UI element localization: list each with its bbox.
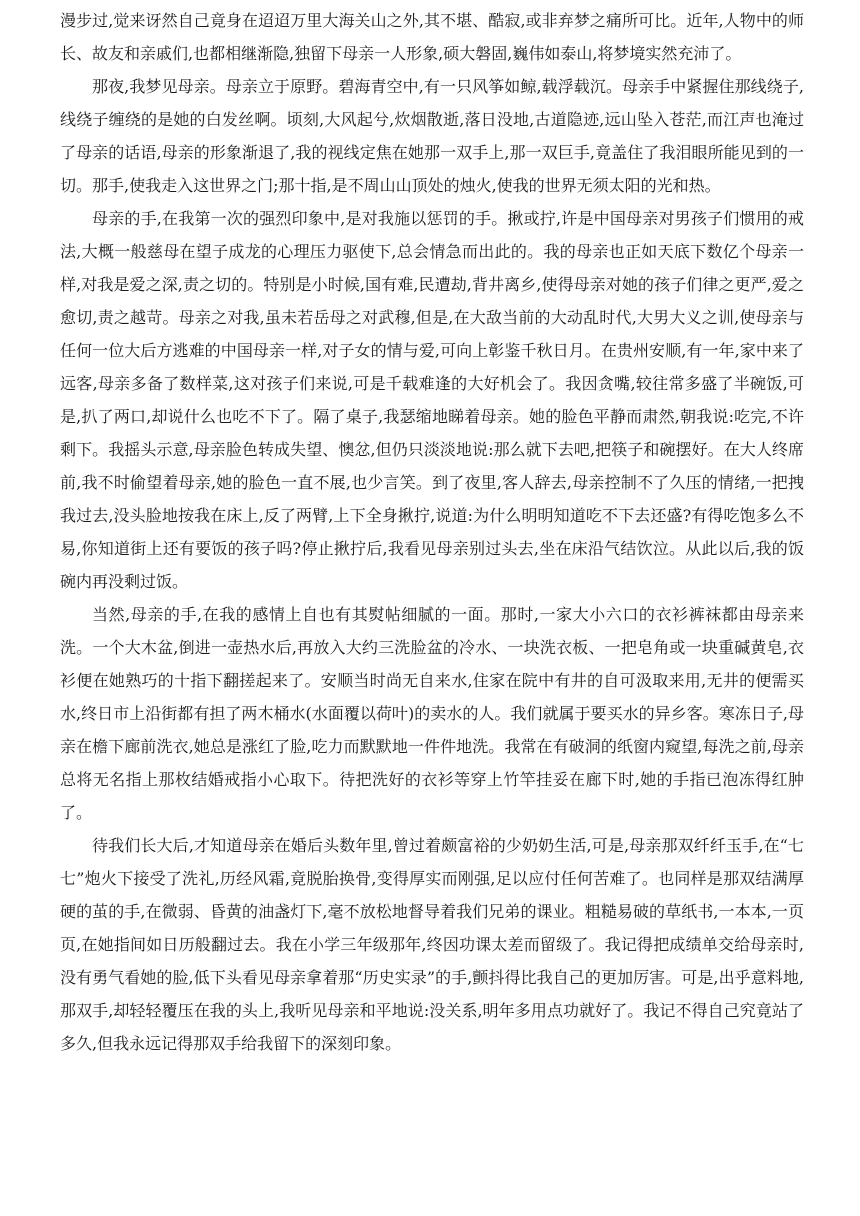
paragraph-3: 母亲的手,在我第一次的强烈印象中,是对我施以惩罚的手。揪或拧,许是中国母亲对男孩子们惯用的戒法,大概一般慈母在望子成龙的心理压力驱使下,总会情急而出此的。我的母亲也正如天底下数亿个母亲一样,对我是爱之深,责之切的。特别是小时候,国有难,民遭劫,背井离乡,使得母亲对她的孩子们律之更严,爱之愈切,责之越苛。母亲之对我,虽未若岳母之对武穆,但是,在大敌当前的大动乱时代,大男大义之训,使母亲与任何一位大后方逃难的中国母亲一样,对子女的情与爱,可向上彰鉴千秋日月。在贵州安顺,有一年,家中来了远客,母亲多备了数样菜,这对孩子们来说,可是千载难逢的大好机会了。我因贪嘴,较往常多盛了半碗饭,可是,扒了两口,却说什么也吃不下了。隔了桌子,我瑟缩地睇着母亲。她的脸色平静而肃然,朝我说:吃完,不许剩下。我摇头示意,母亲脸色转成失望、懊忿,但仍只淡淡地说:那么就下去吧,把筷子和碗摆好。在大人终席前,我不时偷望着母亲,她的脸色一直不展,也少言笑。到了夜里,客人辞去,母亲控制不了久压的情绪,一把拽我过去,没头脸地按我在床上,反了两臂,上下全身揪拧,说道:为什么明明知道吃不下去还盛?有得吃饱多么不易,你知道街上还有要饭的孩子吗?停止揪拧后,我看见母亲别过头去,坐在床沿气结饮泣。从此以后,我的饭碗内再没剩过饭。 bbox=[60, 209, 804, 591]
paragraph-5: 待我们长大后,才知道母亲在婚后头数年里,曾过着颇富裕的少奶奶生活,可是,母亲那双纤纤玉手,在“七七”炮火下接受了洗礼,历经风霜,竟脱胎换骨,变得厚实而刚强,足以应付任何苦难了。也同样是那双结满厚硬的茧的手,在微弱、昏黄的油盏灯下,毫不放松地督导着我们兄弟的课业。粗糙易破的草纸书,一本本,一页页,在她指间如日历般翻过去。我在小学三年级那年,终因功课太差而留级了。我记得把成绩单交给母亲时,没有勇气看她的脸,低下头看见母亲拿着那“历史实录”的手,颤抖得比我自己的更加厉害。可是,出乎意料地,那双手,却轻轻覆压在我的头上,我听见母亲和平地说:没关系,明年多用点功就好了。我记不得自己究竟站了多久,但我永远记得那双手给我留下的深刻印象。 bbox=[60, 836, 804, 1053]
paragraph-4: 当然,母亲的手,在我的感情上自也有其熨帖细腻的一面。那时,一家大小六口的衣衫裤袜都由母亲来洗。一个大木盆,倒进一壶热水后,再放入大约三洗脸盆的冷水、一块洗衣板、一把皂角或一块重碱黄皂,衣衫便在她熟巧的十指下翻搓起来了。安顺当时尚无自来水,住家在院中有井的自可汲取来用,无井的便需买水,终日市上沿街都有担了两木桶水(水面覆以荷叶)的卖水的人。我们就属于要买水的异乡客。寒冻日子,母亲在檐下廊前洗衣,她总是涨红了脸,吃力而默默地一件件地洗。我常在有破洞的纸窗内窥望,每洗之前,母亲总将无名指上那枚结婚戒指小心取下。待把洗好的衣衫等穿上竹竿挂妥在廊下时,她的手指已泡冻得红肿了。 bbox=[60, 605, 804, 822]
paragraph-2: 那夜,我梦见母亲。母亲立于原野。碧海青空中,有一只风筝如鲸,载浮载沉。母亲手中紧握住那线绕子,线绕子缠绕的是她的白发丝啊。顷刻,大风起兮,炊烟散逝,落日没地,古道隐迹,远山坠入苍茫,而江声也淹过了母亲的话语,母亲的形象渐退了,我的视线定焦在她那一双手上,那一双巨手,竟盖住了我泪眼所能见到的一切。那手,使我走入这世界之门;那十指,是不周山山顶处的烛火,使我的世界无须太阳的光和热。 bbox=[60, 77, 804, 195]
document-body bbox=[60, 4, 804, 1060]
paragraph-1: 漫步过,觉来讶然自己竟身在迢迢万里大海关山之外,其不堪、酷寂,或非弃梦之痛所可比。近年,人物中的师长、故友和亲戚们,也都相继渐隐,独留下母亲一人形象,硕大磐固,巍伟如泰山,将梦境实然充沛了。 bbox=[60, 11, 804, 63]
